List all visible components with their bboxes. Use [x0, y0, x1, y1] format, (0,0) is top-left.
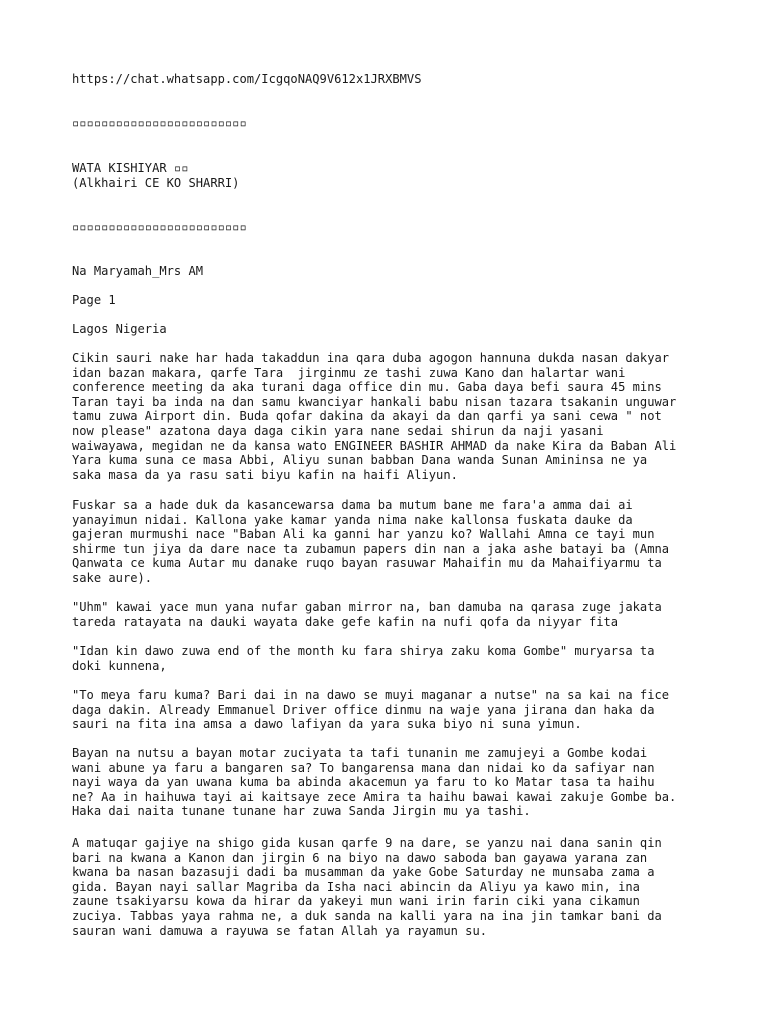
location-line: Lagos Nigeria [72, 322, 167, 336]
whatsapp-link[interactable]: https://chat.whatsapp.com/IcgqoNAQ9V612x1JRXBMVS [72, 72, 422, 86]
paragraph-7: A matuqar gajiye na shigo gida kusan qarfe 9 na dare, se yanzu nai dana sanin qin bari na kwana a Kanon dan jirgin 6 na biyo na dawo saboda ban gayawa yarana zan kwana ba nasan bazasuji dadi ba musamman da yake Gobe Saturday ne munsaba zama a gida. Bayan nayi sallar Magriba da Isha naci abincin da Aliyu ya kawo min, ina zaune tsakiyarsu kowa da hirar da yakeyi mun wani irin farin ciki yana cikamun zuciya. Tabbas yaya rahma ne, a duk sanda na kalli yara na ina jin tamkar bani da sauran wani damuwa a rayuwa se fatan Allah ya rayamun su. [72, 836, 662, 938]
paragraph-3: "Uhm" kawai yace mun yana nufar gaban mirror na, ban damuba na qarasa zuge jakata tareda ratayata na dauki wayata dake gefe kafin na nufi qofa da niyyar fita [72, 600, 662, 629]
paragraph-2: Fuskar sa a hade duk da kasancewarsa dama ba mutum bane me fara'a amma dai ai yanayimun nidai. Kallona yake kamar yanda nima nake kallonsa fuskata dauke da gajeran murmushi nace "Baban Ali ka ganni har yanzu ko? Wallahi Amna ce tayi mun shirme tun jiya da dare nace ta zubamun papers din nan a jaka ashe batayi ba (Amna Qanwata ce kuma Autar mu danake ruqo bayan rasuwar Mahaifin mu da Mahaifiyarmu ta sake aure). [72, 498, 670, 585]
separator-bottom: ▫▫▫▫▫▫▫▫▫▫▫▫▫▫▫▫▫▫▫▫▫▫▫▫ [72, 220, 247, 234]
separator-top: ▫▫▫▫▫▫▫▫▫▫▫▫▫▫▫▫▫▫▫▫▫▫▫▫ [72, 116, 247, 130]
title-line-1: WATA KISHIYAR ▫▫ [72, 161, 189, 175]
page-label: Page 1 [72, 293, 116, 307]
paragraph-5: "To meya faru kuma? Bari dai in na dawo se muyi maganar a nutse" na sa kai na fice daga dakin. Already Emmanuel Driver office dinmu na waje yana jirana dan haka da sauri na fita ina amsa a dawo lafiyan da yara suka biyo ni suna yimun. [72, 688, 670, 732]
paragraph-6: Bayan na nutsu a bayan motar zuciyata ta tafi tunanin me zamujeyi a Gombe kodai wani abune ya faru a bangaren sa? To bangarensa mana dan nidai ko da safiyar nan nayi waya da yan uwana kuma ba abinda akacemun ya faru to ko Matar tasa ta haihu ne? Aa in haihuwa tayi ai kaitsaye zece Amira ta haihu bawai kawai zakuje Gombe ba. Haka dai naita tunane tunane har zuwa Sanda Jirgin mu ya tashi. [72, 746, 677, 819]
paragraph-1: Cikin sauri nake har hada takaddun ina qara duba agogon hannuna dukda nasan dakyar idan bazan makara, qarfe Tara jirginmu ze tashi zuwa Kano dan halartar wani conference meeting da aka turani daga office din mu. Gaba daya befi saura 45 mins Taran tayi ba inda na dan samu kwanciyar hankali babu nisan tazara tsakanin unguwar tamu zuwa Airport din. Buda qofar dakina da akayi da dan qarfi ya sani cewa " not now please" azatona daya daga cikin yara nane sedai shirun da naji yasani waiwayawa, megidan ne da kansa wato ENGINEER BASHIR AHMAD da nake Kira da Baban Ali Yara kuma suna ce masa Abbi, Aliyu sunan babban Dana wanda Sunan Amininsa ne ya saka masa da ya rasu sati biyu kafin na haifi Aliyun. [72, 351, 677, 482]
paragraph-4: "Idan kin dawo zuwa end of the month ku fara shirya zaku koma Gombe" muryarsa ta doki kunnena, [72, 644, 655, 673]
title-line-2: (Alkhairi CE KO SHARRI) [72, 176, 240, 190]
author-line: Na Maryamah_Mrs AM [72, 264, 204, 278]
